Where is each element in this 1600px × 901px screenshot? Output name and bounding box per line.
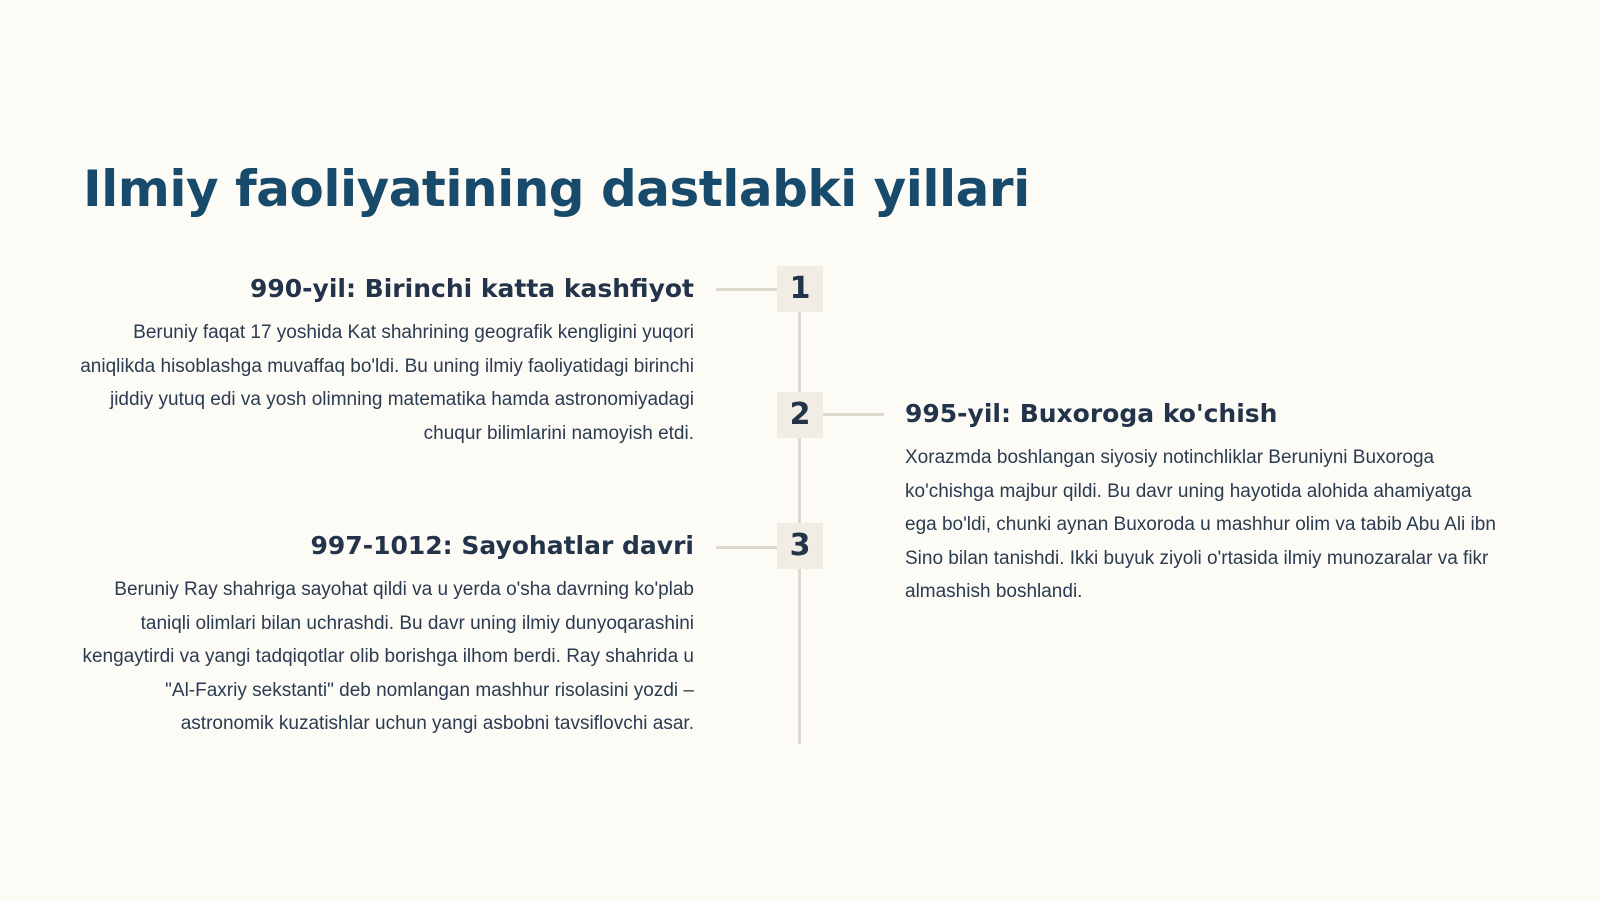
event-body-2: Xorazmda boshlangan siyosiy notinchliklar Beruniyni Buxoroga ko'chishga majbur qildi. Bu davr uning hayotida alohida ahamiyatga ega bo'ldi, chunki aynan Buxoroda u mashhur olim va tabib Abu Ali ibn Sino bilan tanishdi. Ikki buyuk ziyoli o'rtasida ilmiy munozaralar va fikr almashish boshlandi. xyxy=(905,447,1496,602)
step-badge-2: 2 xyxy=(777,392,823,438)
timeline-event-3 xyxy=(74,529,694,741)
step-badge-3: 3 xyxy=(777,523,823,569)
timeline-event-2 xyxy=(905,397,1505,609)
event-heading-2: 995-yil: Buxoroga ko'chish xyxy=(905,399,1278,428)
connector-1 xyxy=(716,288,777,291)
timeline-axis xyxy=(798,286,801,744)
slide-title: Ilmiy faoliyatining dastlabki yillari xyxy=(83,160,1030,218)
connector-3 xyxy=(716,546,777,549)
event-heading-3: 997-1012: Sayohatlar davri xyxy=(310,531,694,560)
event-body-1: Beruniy faqat 17 yoshida Kat shahrining geografik kengligini yuqori aniqlikda hisoblashga muvaffaq bo'ldi. Bu uning ilmiy faoliyatidagi birinchi jiddiy yutuq edi va yosh olimning matematika hamda astronomiyadagi chuqur bilimlarini namoyish etdi. xyxy=(80,322,694,444)
event-heading-1: 990-yil: Birinchi katta kashfiyot xyxy=(249,274,694,303)
connector-2 xyxy=(823,413,884,416)
event-body-3: Beruniy Ray shahriga sayohat qildi va u yerda o'sha davrning ko'plab taniqli olimlari bilan uchrashdi. Bu davr uning ilmiy dunyoqarashini kengaytirdi va yangi tadqiqotlar olib borishga ilhom berdi. Ray shahrida u "Al-Faxriy sekstanti" deb nomlangan mashhur risolasini yozdi – astronomik kuzatishlar uchun yangi asbobni tavsiflovchi asar. xyxy=(82,579,694,734)
timeline-event-1 xyxy=(74,272,694,450)
step-badge-1: 1 xyxy=(777,266,823,312)
